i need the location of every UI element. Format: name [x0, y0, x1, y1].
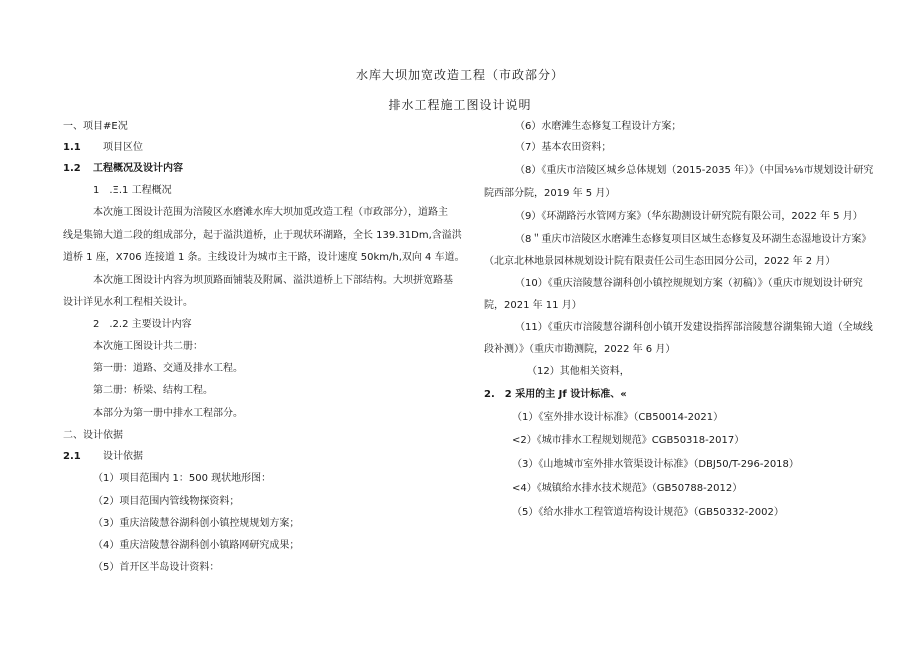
- section-number-1-1: 1.1: [63, 142, 81, 153]
- paragraph-line: 道桥 1 座，X706 连接道 1 条。主线设计为城市主干路，设计速度 50km∕h,双向 4 车道。: [63, 252, 465, 263]
- list-item: （3）重庆涪陵慧谷湖科创小镇控规规划方案；: [93, 518, 300, 529]
- section-heading-overview: 一、项目#E况: [63, 121, 128, 132]
- paragraph-line: 本次施工图设计内容为坝顶路面铺装及附属、溢洪道桥上下部结构。大坝拼宽路基: [93, 275, 453, 286]
- list-item-continuation: （北京北林地景园林规划设计院有限责任公司生态田园分公司，2022 年 2 月）: [484, 256, 836, 267]
- standard-item: <4）《城镇给水排水技术规范》（GB50788-2012）: [512, 483, 743, 494]
- list-item: （8）《重庆市涪陵区城乡总体规划（2015-2035 年）》（中国⅛⅛市规划设计研究: [515, 165, 874, 176]
- list-item: （12）其他相关资料，: [527, 366, 630, 377]
- list-item: （5）首开区半岛设计资料：: [93, 562, 220, 573]
- standard-item: （1）《室外排水设计标准》（CB50014-2021）: [512, 412, 724, 423]
- section-title-location: 项目区位: [103, 142, 143, 153]
- list-item: （11）《重庆市涪陵慧谷湖科创小镇开发建设指挥部涪陵慧谷湖集锦大道（全域线: [515, 322, 873, 333]
- section-heading-design-basis: 二、设计依据: [63, 430, 123, 441]
- subsection-title-design-content: 2 .2.2 主要设计内容: [93, 319, 192, 330]
- subsection-title-project-overview: 1 .Ξ.1 工程概况: [93, 185, 172, 196]
- paragraph-line: 本部分为第一册中排水工程部分。: [93, 408, 243, 419]
- section-heading-standards: 2. 2 采用的主 Jf 设计标准、«: [484, 389, 627, 400]
- list-item: （6）水磨滩生态修复工程设计方案；: [515, 121, 682, 132]
- list-item: （9）《环湖路污水管网方案》（华东勘测设计研究院有限公司，2022 年 5 月）: [515, 211, 863, 222]
- list-item: （8＂重庆市涪陵区水磨滩生态修复项目区域生态修复及环湖生态湿地设计方案》: [515, 234, 872, 245]
- section-title-design-basis: 设计依据: [103, 451, 143, 462]
- list-item: （10）《重庆涪陵慧谷湖科创小镇控规规划方案（初稿）》（重庆市规划设计研究: [515, 278, 863, 289]
- standard-item: （5）《给水排水工程管道培构设计规范》（GB50332-2002）: [512, 507, 784, 518]
- list-item: （2）项目范围内管线物探资料；: [93, 496, 240, 507]
- section-number-2-1: 2.1: [63, 451, 81, 462]
- paragraph-line: 本次施工图设计共二册：: [93, 341, 203, 352]
- standard-item: （3）《山地城市室外排水管渠设计标准》（DBJ50/T-296-2018）: [512, 459, 799, 470]
- paragraph-line: 第二册：桥梁、结构工程。: [93, 385, 213, 396]
- list-item-continuation: 院，2021 年 11 月）: [484, 300, 582, 311]
- paragraph-line: 第一册：道路、交通及排水工程。: [93, 363, 243, 374]
- list-item: （7）基本农田资料；: [515, 142, 612, 153]
- paragraph-line: 本次施工图设计范围为涪陵区水磨滩水库大坝加觅改造工程（市政部分），道路主: [93, 207, 448, 218]
- section-number-1-2: 1.2: [63, 163, 81, 174]
- list-item: （1）项目范围内 1：500 现状地形图：: [93, 473, 272, 484]
- document-title: 水库大坝加宽改造工程（市政部分）: [355, 68, 564, 82]
- standard-item: <2）《城市排水工程规划规范》CGB50318-2017）: [512, 435, 745, 446]
- list-item: （4）重庆涪陵慧谷湖科创小镇路网研究成果；: [93, 540, 300, 551]
- list-item-continuation: 院西部分院，2019 年 5 月）: [484, 188, 616, 199]
- document-subtitle: 排水工程施工图设计说明: [388, 98, 532, 112]
- paragraph-line: 设计详见水利工程相关设计。: [63, 297, 193, 308]
- paragraph-line: 线是集锦大道二段的组成部分，起于溢洪道桥，止于现状环湖路，全长 139.31Dm,含溢洪: [63, 230, 462, 241]
- section-title-overview-content: 工程概况及设计内容: [93, 163, 183, 174]
- list-item-continuation: 段补测）》（重庆市勘测院，2022 年 6 月）: [484, 344, 676, 355]
